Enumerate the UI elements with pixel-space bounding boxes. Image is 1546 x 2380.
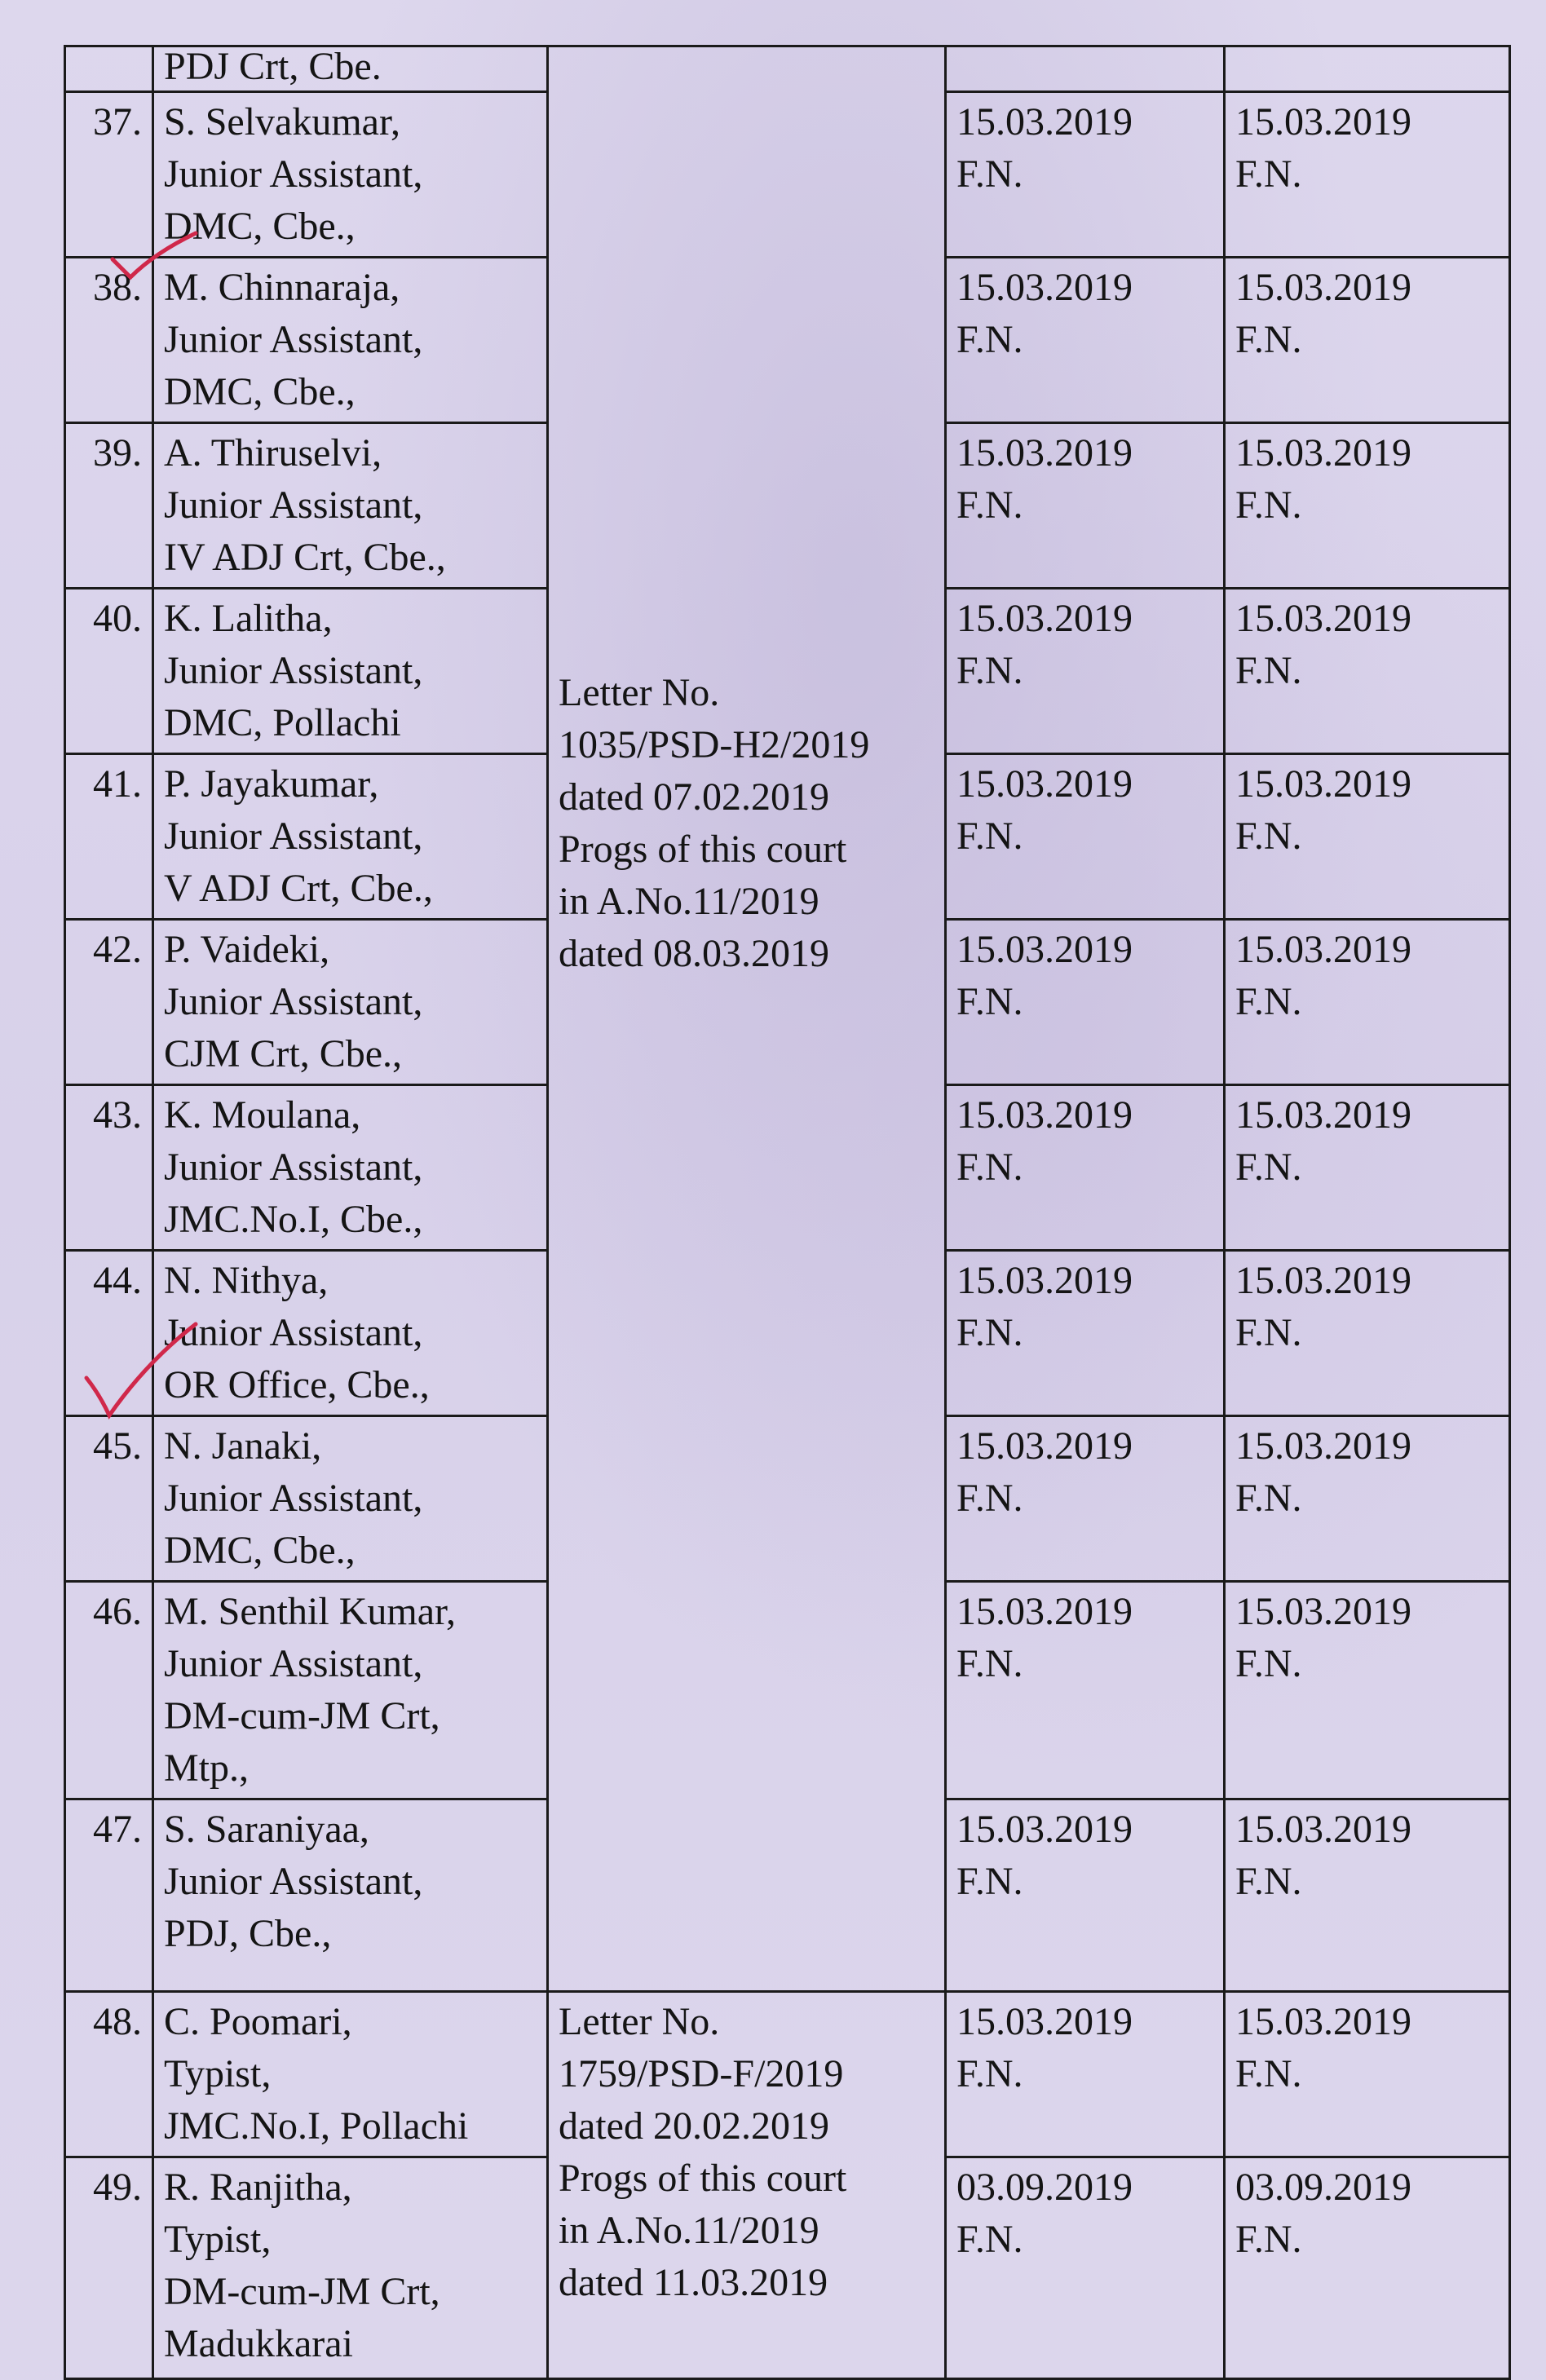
date-to-cell [1225, 1085, 1510, 1251]
employee-designation: Junior Assistant, [164, 980, 423, 1023]
letter-reference-line: 1035/PSD-H2/2019 [559, 723, 870, 766]
letter-reference-line: dated 11.03.2019 [559, 2261, 828, 2304]
date-from-text: F.N. [956, 2218, 1023, 2261]
date-from-text: F.N. [956, 980, 1023, 1023]
name-cell [153, 423, 548, 589]
date-from-cell [946, 920, 1225, 1085]
date-to-text: 15.03.2019 [1235, 266, 1411, 309]
serial-number-cell [65, 423, 153, 589]
serial-number: 46. [93, 1590, 142, 1633]
table-row-continuation [65, 46, 1510, 92]
serial-number-cell [65, 1992, 153, 2157]
date-to-cell [1225, 1992, 1510, 2157]
staff-joining-table [64, 45, 1511, 2380]
serial-number: 49. [93, 2166, 142, 2209]
date-from-text: 15.03.2019 [956, 1590, 1133, 1633]
employee-office: Madukkarai [164, 2322, 353, 2365]
date-from-text: F.N. [956, 318, 1023, 361]
employee-office: DM-cum-JM Crt, [164, 2270, 440, 2313]
serial-number: 42. [93, 928, 142, 971]
date-to-cell [1225, 423, 1510, 589]
date-from-text: F.N. [956, 484, 1023, 527]
letter-reference-cell [548, 46, 946, 1992]
letter-reference-line: Letter No. [559, 671, 720, 714]
date-to-text: 15.03.2019 [1235, 100, 1411, 144]
employee-name: R. Ranjitha, [164, 2166, 352, 2209]
date-to-text: F.N. [1235, 2052, 1302, 2095]
employee-name: K. Moulana, [164, 1093, 361, 1137]
table-body [65, 46, 1510, 2379]
serial-number: 44. [93, 1259, 142, 1302]
date-to-text: F.N. [1235, 815, 1302, 858]
office-line: PDJ Crt, Cbe. [164, 45, 382, 88]
name-cell [153, 1251, 548, 1416]
date-from-text: F.N. [956, 649, 1023, 692]
date-to-cell [1225, 2157, 1510, 2379]
serial-number: 45. [93, 1424, 142, 1468]
date-to-cell [1225, 754, 1510, 920]
date-from-text: F.N. [956, 1860, 1023, 1903]
employee-designation: Typist, [164, 2218, 272, 2261]
name-cell [153, 1582, 548, 1799]
date-from-text: F.N. [956, 1642, 1023, 1685]
employee-office: DM-cum-JM Crt, [164, 1694, 440, 1738]
name-cell [153, 46, 548, 92]
date-to-text: F.N. [1235, 1311, 1302, 1354]
employee-office: OR Office, Cbe., [164, 1363, 430, 1406]
date-from-cell [946, 754, 1225, 920]
date-to-text: 15.03.2019 [1235, 1093, 1411, 1137]
date-to-cell [1225, 92, 1510, 258]
serial-number-cell [65, 1799, 153, 1992]
date-from-text: 15.03.2019 [956, 2000, 1133, 2043]
serial-number-cell [65, 258, 153, 423]
employee-designation: Junior Assistant, [164, 1146, 423, 1189]
employee-name: M. Senthil Kumar, [164, 1590, 457, 1633]
serial-number-cell [65, 1582, 153, 1799]
date-to-text: 15.03.2019 [1235, 1808, 1411, 1851]
date-from-text: 15.03.2019 [956, 266, 1133, 309]
date-to-cell [1225, 258, 1510, 423]
letter-reference-line: 1759/PSD-F/2019 [559, 2052, 844, 2095]
employee-office: CJM Crt, Cbe., [164, 1032, 403, 1075]
name-cell [153, 1085, 548, 1251]
employee-designation: Junior Assistant, [164, 1477, 423, 1520]
date-from-text: 15.03.2019 [956, 597, 1133, 640]
date-to-cell [1225, 1799, 1510, 1992]
date-from-text: 15.03.2019 [956, 1093, 1133, 1137]
date-from-text: 15.03.2019 [956, 431, 1133, 475]
letter-reference-line: Progs of this court [559, 828, 847, 871]
serial-number-cell [65, 46, 153, 92]
serial-number-cell [65, 1085, 153, 1251]
date-to-text: 15.03.2019 [1235, 1590, 1411, 1633]
serial-number: 39. [93, 431, 142, 475]
employee-name: K. Lalitha, [164, 597, 333, 640]
employee-office: PDJ, Cbe., [164, 1912, 332, 1955]
date-from-text: 03.09.2019 [956, 2166, 1133, 2209]
employee-designation: Junior Assistant, [164, 1642, 423, 1685]
serial-number: 40. [93, 597, 142, 640]
date-from-cell [946, 1416, 1225, 1582]
employee-name: P. Jayakumar, [164, 762, 379, 806]
serial-number-cell [65, 754, 153, 920]
date-to-text: 15.03.2019 [1235, 1424, 1411, 1468]
letter-reference-cell [548, 1992, 946, 2379]
date-to-text: F.N. [1235, 152, 1302, 196]
employee-name: S. Saraniyaa, [164, 1808, 369, 1851]
employee-designation: Junior Assistant, [164, 152, 423, 196]
date-from-text: F.N. [956, 1477, 1023, 1520]
date-from-cell [946, 589, 1225, 754]
date-from-cell [946, 1582, 1225, 1799]
date-from-text: 15.03.2019 [956, 928, 1133, 971]
date-to-cell [1225, 46, 1510, 92]
employee-designation: Junior Assistant, [164, 1311, 423, 1354]
name-cell [153, 92, 548, 258]
employee-office: DMC, Pollachi [164, 701, 401, 744]
date-from-cell [946, 2157, 1225, 2379]
employee-designation: Typist, [164, 2052, 272, 2095]
date-to-text: 15.03.2019 [1235, 1259, 1411, 1302]
employee-designation: Junior Assistant, [164, 815, 423, 858]
employee-designation: Junior Assistant, [164, 1860, 423, 1903]
date-from-cell [946, 258, 1225, 423]
employee-office: DMC, Cbe., [164, 1529, 356, 1572]
serial-number-cell [65, 92, 153, 258]
name-cell [153, 1992, 548, 2157]
date-to-text: 15.03.2019 [1235, 2000, 1411, 2043]
serial-number-cell [65, 2157, 153, 2379]
employee-name: N. Nithya, [164, 1259, 329, 1302]
employee-office: DMC, Cbe., [164, 205, 356, 248]
employee-designation: Junior Assistant, [164, 649, 423, 692]
date-from-text: F.N. [956, 152, 1023, 196]
date-to-text: F.N. [1235, 484, 1302, 527]
date-from-text: F.N. [956, 1311, 1023, 1354]
date-to-text: 15.03.2019 [1235, 928, 1411, 971]
serial-number: 43. [93, 1093, 142, 1137]
serial-number: 48. [93, 2000, 142, 2043]
serial-number: 37. [93, 100, 142, 144]
serial-number-cell [65, 920, 153, 1085]
name-cell [153, 754, 548, 920]
employee-name: N. Janaki, [164, 1424, 322, 1468]
employee-office: Mtp., [164, 1746, 250, 1790]
employee-name: M. Chinnaraja, [164, 266, 400, 309]
letter-reference-line: dated 08.03.2019 [559, 932, 829, 975]
date-to-text: F.N. [1235, 649, 1302, 692]
date-to-cell [1225, 589, 1510, 754]
employee-designation: Junior Assistant, [164, 318, 423, 361]
name-cell [153, 1799, 548, 1992]
employee-name: C. Poomari, [164, 2000, 352, 2043]
date-from-text: F.N. [956, 1146, 1023, 1189]
date-from-cell [946, 46, 1225, 92]
date-from-text: 15.03.2019 [956, 762, 1133, 806]
name-cell [153, 589, 548, 754]
date-to-text: 15.03.2019 [1235, 762, 1411, 806]
date-from-text: 15.03.2019 [956, 1808, 1133, 1851]
date-to-text: F.N. [1235, 1860, 1302, 1903]
serial-number-cell [65, 589, 153, 754]
date-to-text: F.N. [1235, 2218, 1302, 2261]
date-to-text: F.N. [1235, 1477, 1302, 1520]
letter-reference-line: Letter No. [559, 2000, 720, 2043]
date-from-text: 15.03.2019 [956, 100, 1133, 144]
date-from-cell [946, 1251, 1225, 1416]
date-to-cell [1225, 920, 1510, 1085]
employee-name: S. Selvakumar, [164, 100, 401, 144]
employee-office: DMC, Cbe., [164, 370, 356, 413]
date-to-cell [1225, 1251, 1510, 1416]
date-to-text: F.N. [1235, 980, 1302, 1023]
date-from-cell [946, 92, 1225, 258]
table-row [65, 1992, 1510, 2157]
employee-office: V ADJ Crt, Cbe., [164, 867, 433, 910]
letter-reference-line: Progs of this court [559, 2157, 847, 2200]
letter-reference-line: dated 20.02.2019 [559, 2104, 829, 2148]
employee-name: A. Thiruselvi, [164, 431, 382, 475]
date-from-text: 15.03.2019 [956, 1259, 1133, 1302]
employee-name: P. Vaideki, [164, 928, 330, 971]
letter-reference-line: in A.No.11/2019 [559, 2209, 819, 2252]
date-to-text: F.N. [1235, 318, 1302, 361]
serial-number-cell [65, 1416, 153, 1582]
letter-reference-line: dated 07.02.2019 [559, 775, 829, 819]
date-to-text: 15.03.2019 [1235, 431, 1411, 475]
serial-number: 41. [93, 762, 142, 806]
serial-number: 47. [93, 1808, 142, 1851]
name-cell [153, 1416, 548, 1582]
date-to-text: 15.03.2019 [1235, 597, 1411, 640]
employee-office: JMC.No.I, Cbe., [164, 1198, 423, 1241]
letter-reference-line: in A.No.11/2019 [559, 880, 819, 923]
employee-designation: Junior Assistant, [164, 484, 423, 527]
employee-office: JMC.No.I, Pollachi [164, 2104, 469, 2148]
date-to-text: F.N. [1235, 1146, 1302, 1189]
date-from-cell [946, 1799, 1225, 1992]
name-cell [153, 258, 548, 423]
name-cell [153, 920, 548, 1085]
employee-office: IV ADJ Crt, Cbe., [164, 536, 446, 579]
date-from-text: F.N. [956, 2052, 1023, 2095]
date-from-cell [946, 1085, 1225, 1251]
date-from-text: F.N. [956, 815, 1023, 858]
date-from-cell [946, 1992, 1225, 2157]
date-from-text: 15.03.2019 [956, 1424, 1133, 1468]
date-from-cell [946, 423, 1225, 589]
date-to-text: F.N. [1235, 1642, 1302, 1685]
serial-number-cell [65, 1251, 153, 1416]
date-to-cell [1225, 1582, 1510, 1799]
date-to-text: 03.09.2019 [1235, 2166, 1411, 2209]
date-to-cell [1225, 1416, 1510, 1582]
serial-number: 38. [93, 266, 142, 309]
name-cell [153, 2157, 548, 2379]
